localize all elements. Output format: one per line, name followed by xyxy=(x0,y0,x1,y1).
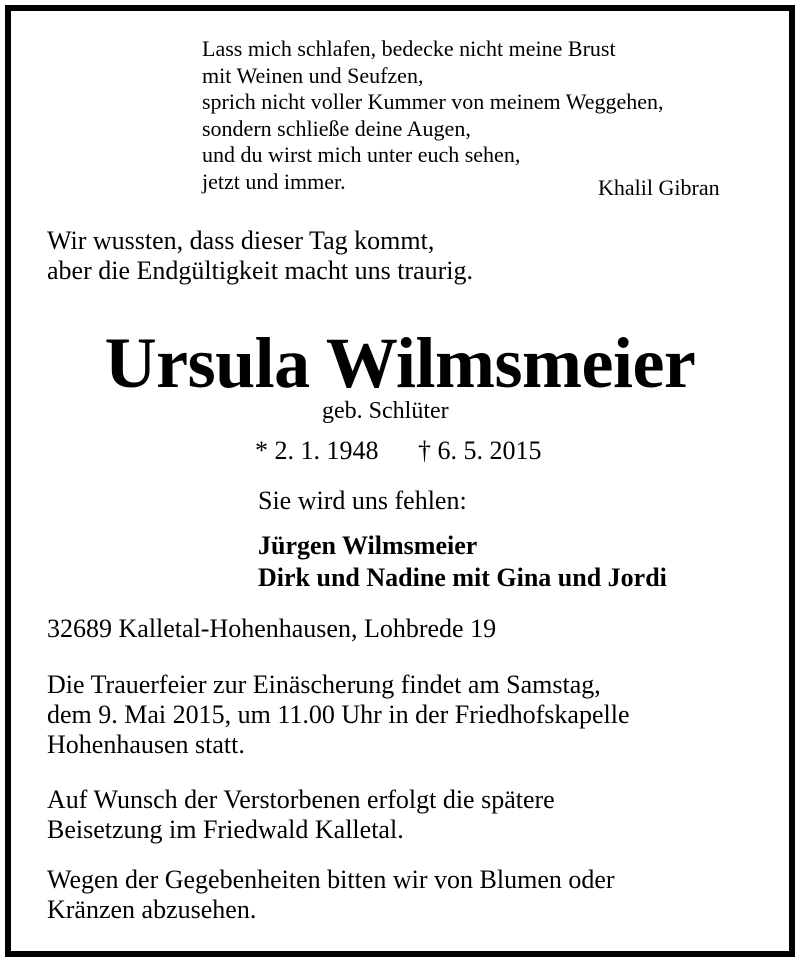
funeral-info-paragraph xyxy=(47,670,630,760)
paragraph-line: Beisetzung im Friedwald Kalletal. xyxy=(47,815,404,844)
mourners-list xyxy=(258,530,667,594)
poem-line: und du wirst mich unter euch sehen, xyxy=(202,142,521,167)
poem-line: sondern schließe deine Augen, xyxy=(202,115,471,141)
intro-text xyxy=(47,226,473,286)
paragraph-line: Hohenhausen statt. xyxy=(47,730,245,759)
paragraph-line: Wegen der Gegebenheiten bitten wir von Blumen oder xyxy=(47,865,615,894)
paragraph-line: Die Trauerfeier zur Einäscherung findet am Samstag, xyxy=(47,670,601,699)
paragraph-line: Kränzen abzusehen. xyxy=(47,895,257,924)
intro-line: aber die Endgültigkeit macht uns traurig. xyxy=(47,256,473,285)
mourner-name: Dirk und Nadine mit Gina und Jordi xyxy=(258,563,667,592)
mourner-name: Jürgen Wilmsmeier xyxy=(258,531,478,560)
poem-line: Lass mich schlafen, bedecke nicht meine Brust xyxy=(202,36,616,61)
maiden-name: geb. Schlüter xyxy=(322,398,449,424)
flowers-request-paragraph xyxy=(47,865,615,925)
intro-line: Wir wussten, dass dieser Tag kommt, xyxy=(47,226,435,255)
paragraph-line: dem 9. Mai 2015, um 11.00 Uhr in der Friedhofskapelle xyxy=(47,700,630,729)
death-date: † 6. 5. 2015 xyxy=(418,436,542,465)
poem xyxy=(202,36,664,195)
deceased-name: Ursula Wilmsmeier xyxy=(104,323,696,403)
poem-line: sprich nicht voller Kummer von meinem Weggehen, xyxy=(202,89,664,114)
poem-author: Khalil Gibran xyxy=(598,175,720,200)
poem-line: jetzt und immer. xyxy=(202,168,346,194)
address: 32689 Kalletal-Hohenhausen, Lohbrede 19 xyxy=(47,614,497,643)
paragraph-line: Auf Wunsch der Verstorbenen erfolgt die spätere xyxy=(47,785,555,814)
mourners-heading: Sie wird uns fehlen: xyxy=(258,486,467,515)
burial-info-paragraph xyxy=(47,785,555,845)
birth-date: * 2. 1. 1948 xyxy=(255,436,379,465)
poem-line: mit Weinen und Seufzen, xyxy=(202,62,424,88)
